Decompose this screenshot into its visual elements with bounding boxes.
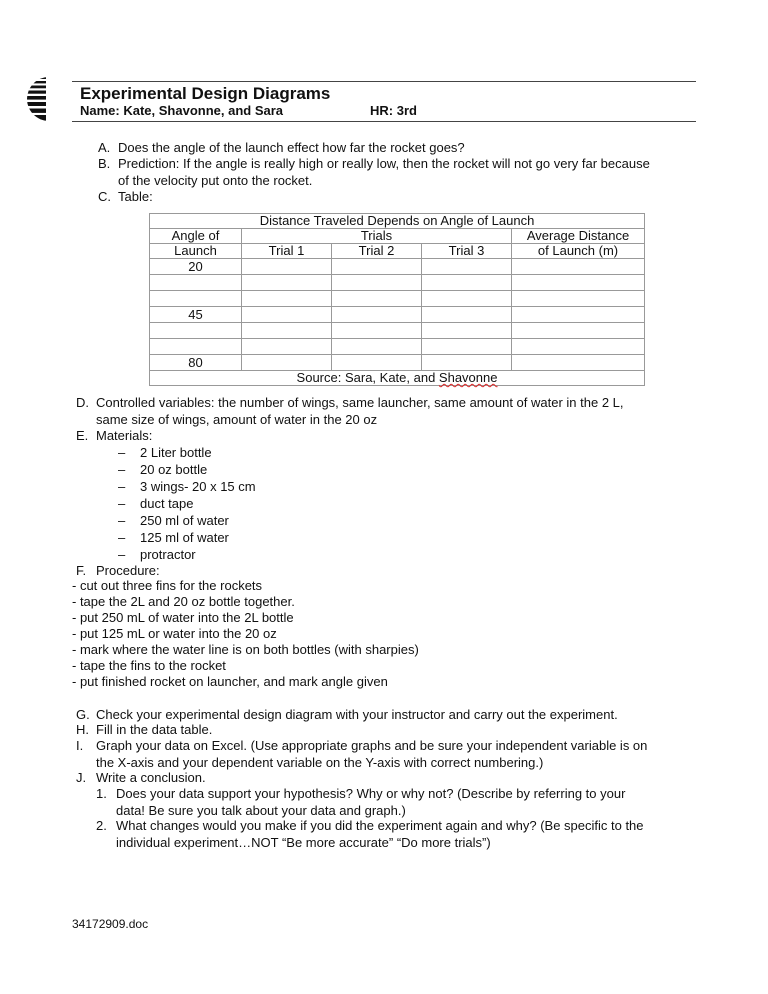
page-title: Experimental Design Diagrams	[80, 84, 331, 103]
header-of-launch: of Launch (m)	[512, 244, 645, 259]
header-angle-of: Angle of	[150, 229, 242, 244]
procedure-list	[72, 578, 419, 690]
angle-cell: 20	[150, 259, 242, 275]
procedure-step: - tape the fins to the rocket	[72, 658, 226, 673]
item-b: B. Prediction: If the angle is really high or really low, then the rocket will not go very far because of the velocity put onto the rocket.	[98, 156, 650, 188]
item-j2: 2. What changes would you make if you did the experiment again and why? (Be specific to the individual experiment…NOT “Be more accurate” “Do more trials”)	[96, 818, 644, 850]
table-row	[150, 259, 645, 275]
header-trial-1: Trial 1	[242, 244, 332, 259]
material-item: – 250 ml of water	[118, 513, 229, 528]
item-h: H. Fill in the data table.	[76, 722, 213, 737]
procedure-step: - put finished rocket on launcher, and mark angle given	[72, 674, 388, 689]
procedure-step: - tape the 2L and 20 oz bottle together.	[72, 594, 295, 609]
item-g: G. Check your experimental design diagram with your instructor and carry out the experiment.	[76, 707, 618, 722]
angle-cell: 80	[150, 355, 242, 371]
student-names: Name: Kate, Shavonne, and Sara	[80, 103, 284, 118]
item-d-controlled-variables: D. Controlled variables: the number of wings, same launcher, same amount of water in the 2 L, same size of wings, amount of water in the 20 oz	[76, 395, 624, 427]
material-item: – 125 ml of water	[118, 530, 229, 545]
table-row	[150, 339, 645, 355]
header-bottom-rule	[72, 121, 696, 122]
procedure-step: - put 250 mL of water into the 2L bottle	[72, 610, 294, 625]
angle-cell: 45	[150, 307, 242, 323]
table-row	[150, 323, 645, 339]
header-trial-2: Trial 2	[332, 244, 422, 259]
homeroom-label: HR: 3rd	[370, 103, 417, 118]
header-top-rule	[72, 81, 696, 82]
item-j1: 1. Does your data support your hypothesis? Why or why not? (Describe by referring to your data! Be sure you talk about your data and graph.)	[96, 786, 626, 818]
footer-filename: 34172909.doc	[72, 917, 149, 931]
material-item: – protractor	[118, 547, 196, 562]
material-item: – 20 oz bottle	[118, 462, 208, 477]
material-item: – duct tape	[118, 496, 194, 511]
item-e-materials: E. Materials:	[76, 428, 153, 443]
item-c: C. Table:	[98, 189, 153, 204]
table-source: Source: Sara, Kate, and Shavonne	[150, 371, 645, 386]
material-item: – 2 Liter bottle	[118, 445, 212, 460]
item-i: I. Graph your data on Excel. (Use appropriate graphs and be sure your independent variable is on the X-axis and your dependent variable on the Y-axis with correct numbering.)	[76, 738, 648, 770]
table-title: Distance Traveled Depends on Angle of Launch	[150, 214, 645, 229]
header-trials: Trials	[242, 229, 512, 244]
header-launch: Launch	[150, 244, 242, 259]
procedure-step: - cut out three fins for the rockets	[72, 578, 263, 593]
header-average-distance: Average Distance	[512, 229, 645, 244]
data-table	[149, 213, 645, 386]
item-j: J. Write a conclusion.	[76, 770, 206, 785]
procedure-step: - mark where the water line is on both bottles (with sharpies)	[72, 642, 419, 657]
table-row	[150, 307, 645, 323]
table-row	[150, 355, 645, 371]
procedure-step: - put 125 mL or water into the 20 oz	[72, 626, 277, 641]
striped-globe-logo	[26, 76, 72, 122]
table-row	[150, 291, 645, 307]
header-trial-3: Trial 3	[422, 244, 512, 259]
item-f-procedure: F. Procedure:	[76, 563, 160, 578]
table-row	[150, 275, 645, 291]
item-a: A. Does the angle of the launch effect how far the rocket goes?	[98, 140, 465, 155]
material-item: – 3 wings- 20 x 15 cm	[118, 479, 256, 494]
materials-list	[118, 444, 256, 563]
